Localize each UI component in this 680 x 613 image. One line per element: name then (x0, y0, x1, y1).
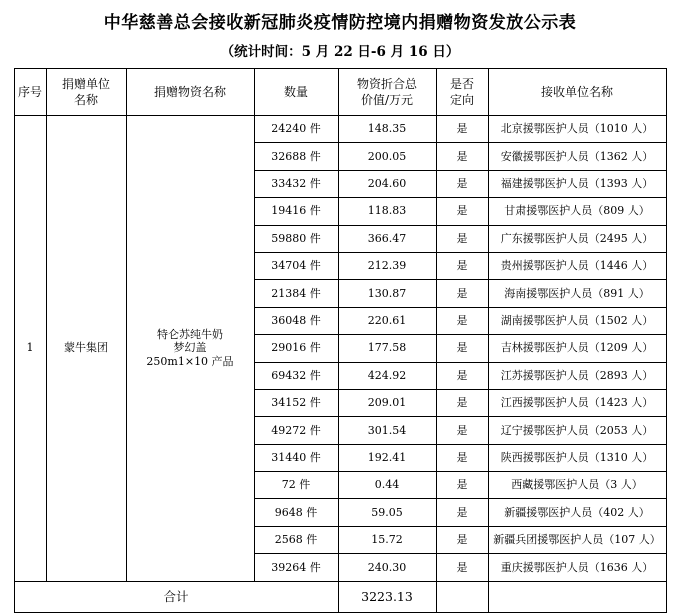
total-empty-designated (436, 581, 488, 612)
cell-is-designated: 是 (436, 170, 488, 197)
cell-quantity: 19416 件 (254, 198, 338, 225)
cell-is-designated: 是 (436, 116, 488, 143)
cell-total-value: 204.60 (338, 170, 436, 197)
cell-receiver-name: 安徽援鄂医护人员（1362 人） (488, 143, 666, 170)
cell-quantity: 9648 件 (254, 499, 338, 526)
cell-quantity: 24240 件 (254, 116, 338, 143)
table-row (14, 116, 666, 143)
cell-receiver-name: 北京援鄂医护人员（1010 人） (488, 116, 666, 143)
column-header-value-line2: 价值/万元 (360, 93, 414, 107)
column-header-qty: 数量 (254, 69, 338, 116)
cell-quantity: 2568 件 (254, 526, 338, 553)
cell-quantity: 33432 件 (254, 170, 338, 197)
cell-is-designated: 是 (436, 335, 488, 362)
cell-total-value: 212.39 (338, 252, 436, 279)
cell-receiver-name: 吉林援鄂医护人员（1209 人） (488, 335, 666, 362)
cell-total-value: 130.87 (338, 280, 436, 307)
table-header (14, 69, 666, 116)
cell-receiver-name: 西藏援鄂医护人员（3 人） (488, 472, 666, 499)
cell-receiver-name: 甘肃援鄂医护人员（809 人） (488, 198, 666, 225)
page-subtitle: （统计时间：5 月 22 日-6 月 16 日） (220, 44, 460, 60)
column-header-fixed-line1: 是否 (449, 76, 474, 91)
cell-is-designated: 是 (436, 198, 488, 225)
cell-total-value: 220.61 (338, 307, 436, 334)
column-header-fixed (436, 69, 488, 116)
cell-receiver-name: 广东援鄂医护人员（2495 人） (488, 225, 666, 252)
goods-name-line: 梦幻盖 (173, 341, 207, 355)
cell-is-designated: 是 (436, 307, 488, 334)
cell-goods-name (126, 116, 254, 582)
table-body (14, 116, 666, 613)
column-header-seq: 序号 (14, 69, 46, 116)
cell-receiver-name: 新疆兵团援鄂医护人员（107 人） (488, 526, 666, 553)
cell-is-designated: 是 (436, 472, 488, 499)
column-header-goods: 捐赠物资名称 (126, 69, 254, 116)
column-header-receiver: 接收单位名称 (488, 69, 666, 116)
cell-sequence-number: 1 (14, 116, 46, 582)
cell-quantity: 29016 件 (254, 335, 338, 362)
cell-receiver-name: 辽宁援鄂医护人员（2053 人） (488, 417, 666, 444)
total-value: 3223.13 (338, 581, 436, 612)
cell-is-designated: 是 (436, 499, 488, 526)
cell-quantity: 31440 件 (254, 444, 338, 471)
cell-total-value: 177.58 (338, 335, 436, 362)
column-header-donor (46, 69, 126, 116)
cell-quantity: 72 件 (254, 472, 338, 499)
cell-total-value: 209.01 (338, 389, 436, 416)
cell-total-value: 148.35 (338, 116, 436, 143)
cell-receiver-name: 海南援鄂医护人员（891 人） (488, 280, 666, 307)
cell-total-value: 366.47 (338, 225, 436, 252)
cell-is-designated: 是 (436, 444, 488, 471)
cell-quantity: 21384 件 (254, 280, 338, 307)
cell-is-designated: 是 (436, 362, 488, 389)
cell-receiver-name: 湖南援鄂医护人员（1502 人） (488, 307, 666, 334)
cell-total-value: 118.83 (338, 198, 436, 225)
cell-quantity: 69432 件 (254, 362, 338, 389)
document-page (0, 8, 680, 604)
cell-is-designated: 是 (436, 225, 488, 252)
cell-is-designated: 是 (436, 252, 488, 279)
cell-total-value: 15.72 (338, 526, 436, 553)
cell-receiver-name: 新疆援鄂医护人员（402 人） (488, 499, 666, 526)
table-total-row (14, 581, 666, 612)
column-header-value (338, 69, 436, 116)
cell-receiver-name: 江苏援鄂医护人员（2893 人） (488, 362, 666, 389)
cell-receiver-name: 江西援鄂医护人员（1423 人） (488, 389, 666, 416)
cell-receiver-name: 陕西援鄂医护人员（1310 人） (488, 444, 666, 471)
cell-quantity: 34704 件 (254, 252, 338, 279)
goods-name-line: 250m1×10 产品 (146, 355, 234, 369)
cell-total-value: 192.41 (338, 444, 436, 471)
total-empty-receiver (488, 581, 666, 612)
header-row (14, 69, 666, 116)
cell-total-value: 301.54 (338, 417, 436, 444)
cell-receiver-name: 重庆援鄂医护人员（1636 人） (488, 554, 666, 581)
cell-is-designated: 是 (436, 554, 488, 581)
cell-quantity: 49272 件 (254, 417, 338, 444)
cell-quantity: 32688 件 (254, 143, 338, 170)
column-header-donor-line1: 捐赠单位 (61, 76, 110, 91)
cell-total-value: 0.44 (338, 472, 436, 499)
cell-quantity: 39264 件 (254, 554, 338, 581)
cell-total-value: 200.05 (338, 143, 436, 170)
donation-table (14, 68, 667, 613)
cell-quantity: 36048 件 (254, 307, 338, 334)
column-header-donor-line2: 名称 (73, 93, 98, 107)
cell-total-value: 424.92 (338, 362, 436, 389)
cell-quantity: 59880 件 (254, 225, 338, 252)
cell-donor-name: 蒙牛集团 (46, 116, 126, 582)
cell-is-designated: 是 (436, 417, 488, 444)
page-title: 中华慈善总会接收新冠肺炎疫情防控境内捐赠物资发放公示表 (103, 13, 577, 33)
cell-is-designated: 是 (436, 280, 488, 307)
cell-receiver-name: 贵州援鄂医护人员（1446 人） (488, 252, 666, 279)
column-header-value-line1: 物资折合总 (356, 76, 417, 91)
column-header-fixed-line2: 定向 (449, 93, 474, 107)
goods-name-line: 特仑苏纯牛奶 (157, 327, 223, 341)
cell-is-designated: 是 (436, 143, 488, 170)
cell-total-value: 240.30 (338, 554, 436, 581)
cell-total-value: 59.05 (338, 499, 436, 526)
cell-is-designated: 是 (436, 526, 488, 553)
cell-is-designated: 是 (436, 389, 488, 416)
cell-quantity: 34152 件 (254, 389, 338, 416)
total-label: 合计 (14, 581, 338, 612)
cell-receiver-name: 福建援鄂医护人员（1393 人） (488, 170, 666, 197)
